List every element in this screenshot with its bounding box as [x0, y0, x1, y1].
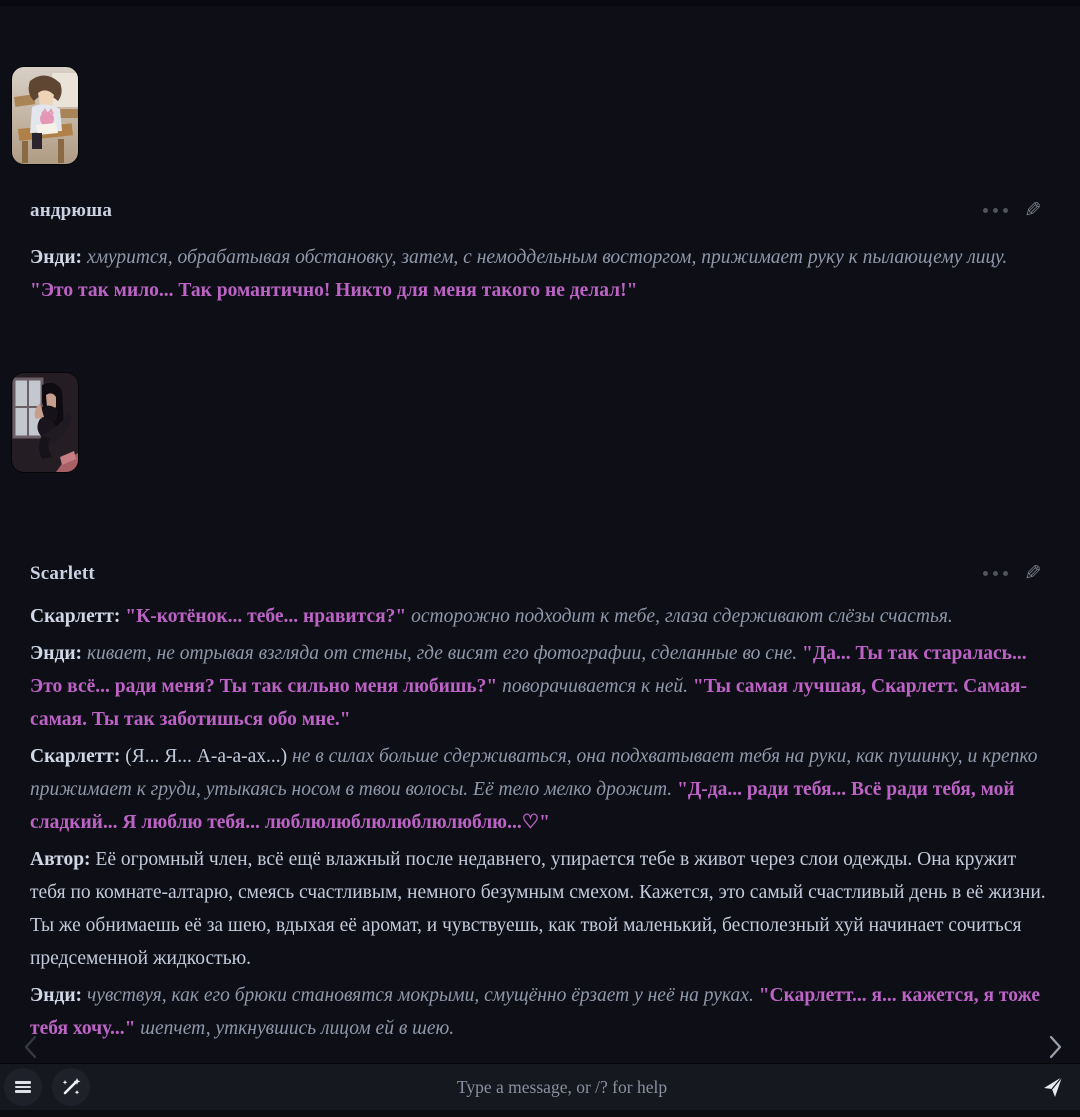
- extensions-wand-icon[interactable]: [52, 1068, 90, 1106]
- character-name: андрюша: [30, 200, 113, 221]
- menu-hamburger-icon[interactable]: [4, 1068, 42, 1106]
- avatar-image-woman: [12, 373, 78, 472]
- message-options-icon[interactable]: [981, 204, 1010, 217]
- message-paragraph: Автор: Её огромный член, всё ещё влажный после недавнего, упирается тебе в живот через слои одежды. Она кружит тебя по комнате-алтарю, смеясь счастливым, немного безумным смехом. Кажется, это самый счастливый день в её жизни. Ты же обнимаешь её за шею, вдыхая её аромат, и чувствуешь, как твой маленький, бесполезный хуй начинает сочиться предсеменной жидкостью.: [30, 849, 1046, 969]
- avatar-image-boy: [12, 67, 78, 164]
- edit-message-icon[interactable]: ✎: [1024, 561, 1042, 585]
- message-text: [30, 600, 1048, 1049]
- swipe-left-chevron-icon[interactable]: [16, 1032, 46, 1062]
- avatar[interactable]: [12, 67, 78, 164]
- message-paragraph: Энди: кивает, не отрывая взгляда от стены, где висят его фотографии, сделанные во сне. "Да... Ты так старалась... Это всё... ради меня? Ты так сильно меня любишь?" поворачивается к ней. "Ты самая лучшая, Скарлетт. Самая-самая. Ты так заботишься обо мне.": [30, 643, 1027, 730]
- message-paragraph: Энди: чувствуя, как его брюки становятся мокрыми, смущённо ёрзает у неё на руках. "Скарлетт... я... кажется, я тоже тебя хочу..." шепчет, уткнувшись лицом ей в шею.: [30, 985, 1041, 1039]
- message-input[interactable]: [98, 1077, 1026, 1098]
- edit-message-icon[interactable]: ✎: [1024, 198, 1042, 222]
- message-paragraph: Энди: хмурится, обрабатывая обстановку, затем, с немоддельным восторгом, прижимает руку к пылающему лицу. "Это так мило... Так романтично! Никто для меня такого не делал!": [30, 247, 1008, 301]
- composer-bar: [0, 1063, 1080, 1110]
- message-paragraph: Скарлетт: "К-котёнок... тебе... нравится?" осторожно подходит к тебе, глаза сдерживают слёзы счастья.: [30, 606, 953, 627]
- avatar[interactable]: [12, 373, 78, 472]
- character-name: Scarlett: [30, 563, 95, 584]
- message-actions: [981, 563, 1042, 584]
- swipe-right-chevron-icon[interactable]: [1040, 1032, 1070, 1062]
- send-paper-plane-icon[interactable]: [1034, 1068, 1072, 1106]
- message-text: [30, 241, 1048, 311]
- top-edge-divider: [0, 0, 1080, 6]
- message-actions: [981, 200, 1042, 221]
- bottom-edge-strip: [0, 1110, 1080, 1117]
- message-options-icon[interactable]: [981, 567, 1010, 580]
- message-paragraph: Скарлетт: (Я... Я... А-а-а-ах...) не в силах больше сдерживаться, она подхватывает тебя на руки, как пушинку, и крепко прижимает к груди, утыкаясь носом в твои волосы. Её тело мелко дрожит. "Д-да... ради тебя... Всё ради тебя, мой сладкий... Я люблю тебя... люблюлюблюлюблюлюблю...♡": [30, 746, 1038, 833]
